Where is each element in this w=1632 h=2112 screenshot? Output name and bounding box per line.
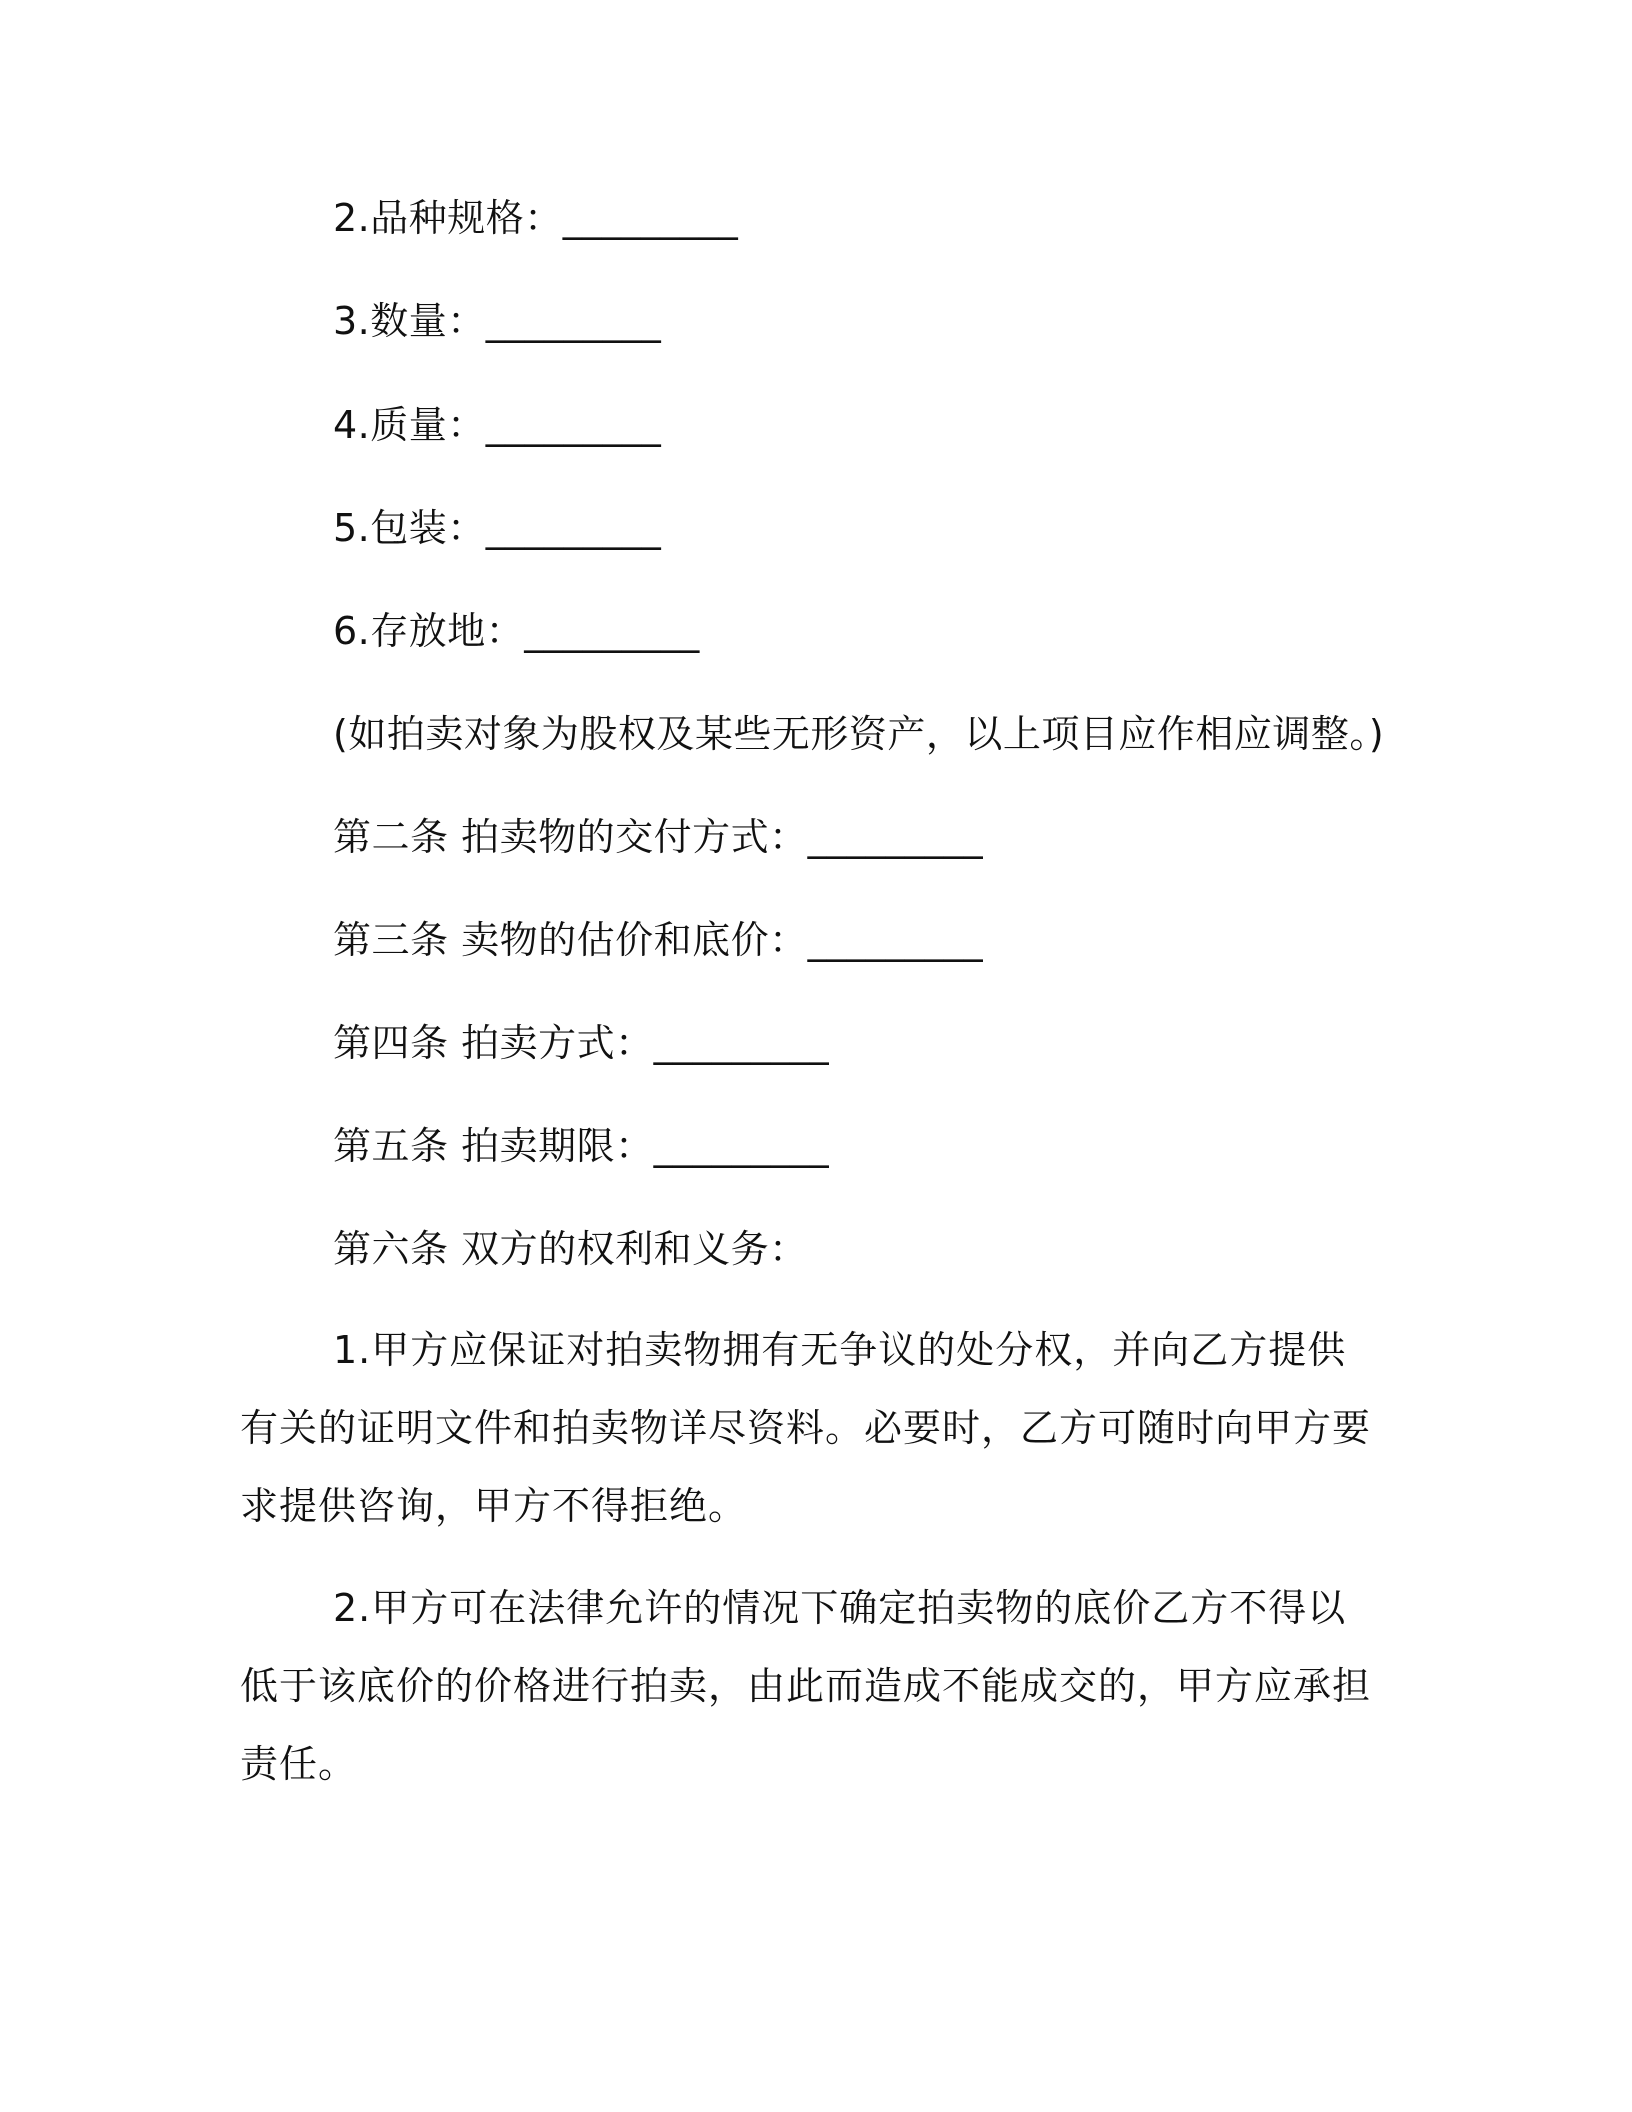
article-two-delivery: 第二条 拍卖物的交付方式：_________ bbox=[333, 815, 984, 859]
article-six-heading: 第六条 双方的权利和义务： bbox=[333, 1227, 808, 1271]
rights-paragraph-two: 2.甲方可在法律允许的情况下确定拍卖物的底价乙方不得以低于该底价的价格进行拍卖，由此而造成不能成交的，甲方应承担责任。 bbox=[240, 1586, 1372, 1786]
article-four-method: 第四条 拍卖方式：_________ bbox=[333, 1021, 830, 1065]
clause-line-quantity: 3.数量：_________ bbox=[333, 299, 662, 343]
clause-line-quality: 4.质量：_________ bbox=[333, 403, 662, 447]
clause-note-adjustment: (如拍卖对象为股权及某些无形资产，以上项目应作相应调整。) bbox=[333, 712, 1385, 756]
article-three-valuation: 第三条 卖物的估价和底价：_________ bbox=[333, 918, 984, 962]
rights-paragraph-one: 1.甲方应保证对拍卖物拥有无争议的处分权，并向乙方提供有关的证明文件和拍卖物详尽资料。必要时，乙方可随时向甲方要求提供咨询，甲方不得拒绝。 bbox=[240, 1328, 1372, 1528]
clause-line-variety-spec: 2.品种规格：_________ bbox=[333, 196, 739, 240]
clause-line-packaging: 5.包装：_________ bbox=[333, 506, 662, 550]
clause-line-storage-location: 6.存放地：_________ bbox=[333, 609, 700, 653]
article-five-period: 第五条 拍卖期限：_________ bbox=[333, 1124, 830, 1168]
